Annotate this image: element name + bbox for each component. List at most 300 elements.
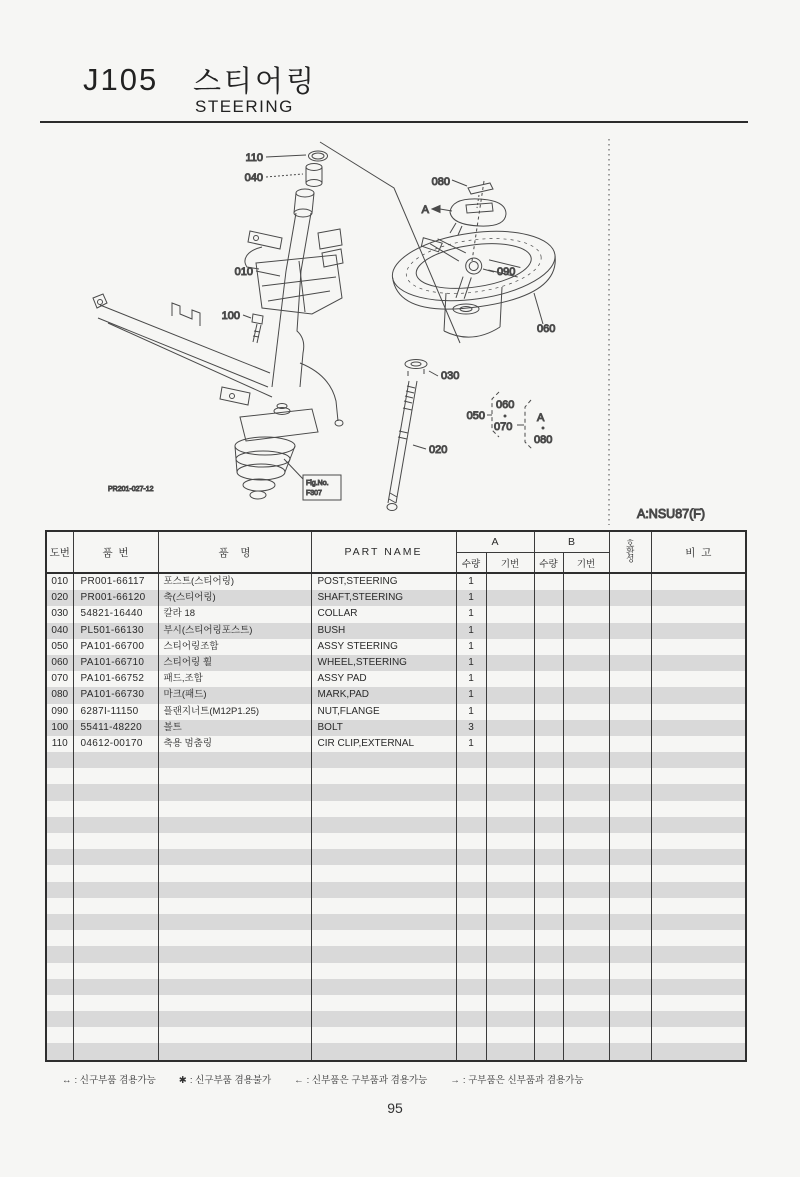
callout-040: 040 <box>244 172 263 184</box>
cell-qty-a <box>456 801 486 817</box>
cell-drawing-no <box>46 833 73 849</box>
cell-part-name <box>311 1027 456 1043</box>
cell-name-kr: 볼트 <box>158 720 311 736</box>
cell-name-kr: 부시(스티어링포스트) <box>158 623 311 639</box>
cell-serial-a <box>486 606 534 622</box>
cell-part-name: BUSH <box>311 623 456 639</box>
cell-qty-b <box>534 784 563 800</box>
cell-remarks <box>651 963 746 979</box>
table-row <box>46 590 746 606</box>
cell-qty-b <box>534 849 563 865</box>
cell-drawing-no: 030 <box>46 606 73 622</box>
cell-serial-a <box>486 655 534 671</box>
cell-qty-a: 1 <box>456 623 486 639</box>
callout-090: 090 <box>497 266 516 278</box>
cell-remarks <box>651 801 746 817</box>
cell-qty-b <box>534 752 563 768</box>
cell-qty-b <box>534 736 563 752</box>
shaft-drawing <box>387 360 438 511</box>
cell-name-kr <box>158 898 311 914</box>
cell-drawing-no <box>46 946 73 962</box>
cell-qty-a <box>456 833 486 849</box>
cell-drawing-no <box>46 768 73 784</box>
cell-name-kr <box>158 801 311 817</box>
col-header-a-qty: 수량 <box>456 553 486 574</box>
cell-qty-a <box>456 1011 486 1027</box>
pad-mark-drawing <box>432 180 506 261</box>
cell-compat <box>609 736 651 752</box>
cell-serial-b <box>563 720 609 736</box>
empty-table-row <box>46 979 746 995</box>
cell-remarks <box>651 590 746 606</box>
empty-table-row <box>46 849 746 865</box>
callout-080: 080 <box>431 176 450 188</box>
col-header-a-serial: 기번 <box>486 553 534 574</box>
cell-name-kr: 축용 멈춤링 <box>158 736 311 752</box>
cell-qty-a <box>456 946 486 962</box>
cell-part-name: MARK,PAD <box>311 687 456 703</box>
cell-part-no <box>73 882 158 898</box>
cell-qty-a <box>456 817 486 833</box>
cell-remarks <box>651 865 746 881</box>
cell-compat <box>609 590 651 606</box>
cell-qty-b <box>534 1027 563 1043</box>
cell-part-no <box>73 801 158 817</box>
cell-remarks <box>651 655 746 671</box>
cell-remarks <box>651 946 746 962</box>
cell-qty-a <box>456 1043 486 1060</box>
cell-serial-a <box>486 995 534 1011</box>
cell-name-kr: 포스트(스티어링) <box>158 573 311 590</box>
cell-name-kr <box>158 979 311 995</box>
cell-serial-b <box>563 606 609 622</box>
cell-part-no <box>73 817 158 833</box>
cell-serial-a <box>486 1027 534 1043</box>
cell-qty-b <box>534 995 563 1011</box>
page-title-korean: 스티어링 <box>193 66 318 98</box>
cell-compat <box>609 1011 651 1027</box>
cell-name-kr <box>158 817 311 833</box>
cell-qty-a <box>456 752 486 768</box>
cell-serial-a <box>486 898 534 914</box>
cell-qty-b <box>534 606 563 622</box>
cell-qty-b <box>534 963 563 979</box>
cell-part-name <box>311 963 456 979</box>
both-arrow-icon: ↔ <box>62 1075 72 1086</box>
group-callout-070: 070 <box>494 421 513 433</box>
cell-part-no <box>73 995 158 1011</box>
cell-qty-b <box>534 655 563 671</box>
empty-table-row <box>46 914 746 930</box>
cell-remarks <box>651 573 746 590</box>
callout-ref-a: A <box>421 204 429 216</box>
page-title-english: STEERING <box>195 97 294 116</box>
cell-compat <box>609 801 651 817</box>
cell-part-no: 55411-48220 <box>73 720 158 736</box>
cell-part-name <box>311 865 456 881</box>
cell-serial-a <box>486 833 534 849</box>
cell-serial-b <box>563 833 609 849</box>
callout-110: 110 <box>245 152 263 164</box>
cell-remarks <box>651 833 746 849</box>
cell-compat <box>609 752 651 768</box>
empty-table-row <box>46 1027 746 1043</box>
right-arrow-icon: → <box>450 1075 460 1086</box>
cell-drawing-no <box>46 914 73 930</box>
cell-drawing-no: 090 <box>46 704 73 720</box>
cell-serial-b <box>563 655 609 671</box>
cell-part-name <box>311 979 456 995</box>
cell-remarks <box>651 849 746 865</box>
cell-serial-a <box>486 882 534 898</box>
cell-compat <box>609 768 651 784</box>
cell-compat <box>609 687 651 703</box>
cell-qty-a: 1 <box>456 606 486 622</box>
cell-part-no: PR001-66117 <box>73 573 158 590</box>
cell-part-no: PA101-66752 <box>73 671 158 687</box>
cell-part-no <box>73 768 158 784</box>
cell-part-no: PL501-66130 <box>73 623 158 639</box>
cell-part-name <box>311 995 456 1011</box>
cell-compat <box>609 963 651 979</box>
cell-qty-b <box>534 979 563 995</box>
cell-qty-a: 1 <box>456 736 486 752</box>
callout-020: 020 <box>429 444 448 456</box>
cell-qty-b <box>534 865 563 881</box>
callout-010: 010 <box>234 266 253 278</box>
cell-part-name <box>311 882 456 898</box>
cell-qty-a: 1 <box>456 687 486 703</box>
cell-remarks <box>651 1043 746 1060</box>
table-row <box>46 623 746 639</box>
cell-serial-b <box>563 914 609 930</box>
cell-part-no <box>73 833 158 849</box>
cell-serial-b <box>563 687 609 703</box>
cell-part-name <box>311 946 456 962</box>
parts-table-body <box>46 573 746 1061</box>
cell-serial-b <box>563 704 609 720</box>
empty-table-row <box>46 882 746 898</box>
cell-drawing-no: 040 <box>46 623 73 639</box>
cell-name-kr <box>158 1027 311 1043</box>
cell-remarks <box>651 704 746 720</box>
cell-name-kr <box>158 833 311 849</box>
cell-compat <box>609 639 651 655</box>
cell-part-name <box>311 817 456 833</box>
cell-qty-a <box>456 882 486 898</box>
cell-compat <box>609 849 651 865</box>
cell-part-name <box>311 914 456 930</box>
steering-post-drawing <box>235 189 343 499</box>
cell-part-no <box>73 1011 158 1027</box>
table-row <box>46 736 746 752</box>
cell-serial-b <box>563 1011 609 1027</box>
cell-qty-b <box>534 671 563 687</box>
legend-item: ✱ : 신구부품 겸용불가 <box>178 1075 272 1086</box>
legend-item: ← : 신부품은 구부품과 겸용가능 <box>294 1075 428 1086</box>
cell-name-kr <box>158 995 311 1011</box>
cell-part-name <box>311 849 456 865</box>
table-row <box>46 704 746 720</box>
cell-qty-b <box>534 898 563 914</box>
cell-compat <box>609 1043 651 1060</box>
table-row <box>46 639 746 655</box>
callout-060: 060 <box>537 323 556 335</box>
cell-part-no <box>73 865 158 881</box>
cell-part-no <box>73 963 158 979</box>
cell-remarks <box>651 817 746 833</box>
cell-remarks <box>651 768 746 784</box>
cell-drawing-no <box>46 979 73 995</box>
asterisk-icon: ✱ <box>178 1075 187 1086</box>
cell-qty-a <box>456 898 486 914</box>
cell-part-no <box>73 752 158 768</box>
group-callout-080: 080 <box>534 434 553 446</box>
cell-compat <box>609 655 651 671</box>
cell-drawing-no: 020 <box>46 590 73 606</box>
cell-part-no <box>73 784 158 800</box>
col-header-part-no: 품 번 <box>73 531 158 573</box>
cell-name-kr <box>158 882 311 898</box>
cell-drawing-no <box>46 995 73 1011</box>
table-row <box>46 573 746 590</box>
cell-serial-a <box>486 930 534 946</box>
cell-serial-b <box>563 768 609 784</box>
cell-name-kr: 패드,조합 <box>158 671 311 687</box>
cell-serial-a <box>486 590 534 606</box>
cell-compat <box>609 833 651 849</box>
cell-serial-b <box>563 573 609 590</box>
empty-table-row <box>46 817 746 833</box>
cell-drawing-no <box>46 784 73 800</box>
cell-name-kr <box>158 1043 311 1060</box>
empty-table-row <box>46 946 746 962</box>
cell-drawing-no <box>46 1011 73 1027</box>
cell-part-name <box>311 752 456 768</box>
cell-drawing-no <box>46 882 73 898</box>
cell-compat <box>609 817 651 833</box>
cell-part-no <box>73 930 158 946</box>
cell-drawing-no: 060 <box>46 655 73 671</box>
cell-compat <box>609 865 651 881</box>
cell-drawing-no: 100 <box>46 720 73 736</box>
cell-part-name: COLLAR <box>311 606 456 622</box>
cell-part-no <box>73 1043 158 1060</box>
group-callout-060: 060 <box>496 399 515 411</box>
cell-serial-b <box>563 639 609 655</box>
cell-serial-b <box>563 801 609 817</box>
empty-table-row <box>46 930 746 946</box>
cell-remarks <box>651 784 746 800</box>
legend-item: ↔ : 신구부품 겸용가능 <box>62 1075 156 1086</box>
cell-serial-a <box>486 914 534 930</box>
cell-name-kr <box>158 914 311 930</box>
cell-qty-a <box>456 768 486 784</box>
cell-serial-a <box>486 849 534 865</box>
cell-qty-b <box>534 1043 563 1060</box>
cell-part-name <box>311 898 456 914</box>
cell-compat <box>609 930 651 946</box>
circlip-drawing <box>266 151 328 161</box>
parts-diagram <box>0 135 800 530</box>
frame-arm-drawing <box>93 294 272 405</box>
cell-remarks <box>651 995 746 1011</box>
cell-name-kr: 스티어링 휠 <box>158 655 311 671</box>
cell-qty-b <box>534 573 563 590</box>
table-row <box>46 606 746 622</box>
cell-serial-a <box>486 946 534 962</box>
cell-remarks <box>651 720 746 736</box>
compatibility-legend <box>62 1072 752 1086</box>
cell-serial-a <box>486 671 534 687</box>
cell-qty-b <box>534 623 563 639</box>
cell-qty-a <box>456 784 486 800</box>
cell-serial-a <box>486 720 534 736</box>
cell-part-no: 54821-16440 <box>73 606 158 622</box>
bolt-drawing <box>243 314 263 343</box>
cell-remarks <box>651 623 746 639</box>
fig-label: Fig.No. <box>306 480 329 487</box>
cell-part-no <box>73 979 158 995</box>
cell-serial-b <box>563 784 609 800</box>
empty-table-row <box>46 995 746 1011</box>
cell-remarks <box>651 606 746 622</box>
cell-part-no: 6287I-11150 <box>73 704 158 720</box>
col-header-b-qty: 수량 <box>534 553 563 574</box>
cell-serial-b <box>563 979 609 995</box>
cell-drawing-no: 050 <box>46 639 73 655</box>
cell-serial-b <box>563 736 609 752</box>
cell-qty-a: 1 <box>456 671 486 687</box>
cell-serial-b <box>563 865 609 881</box>
leader-010 <box>256 271 280 276</box>
cell-compat <box>609 573 651 590</box>
cell-part-no: PR001-66120 <box>73 590 158 606</box>
cell-drawing-no: 080 <box>46 687 73 703</box>
cell-qty-a <box>456 979 486 995</box>
cell-remarks <box>651 752 746 768</box>
cell-part-no <box>73 849 158 865</box>
cell-name-kr: 마크(패드) <box>158 687 311 703</box>
cell-remarks <box>651 882 746 898</box>
cell-serial-b <box>563 898 609 914</box>
empty-table-row <box>46 784 746 800</box>
cell-compat <box>609 898 651 914</box>
variant-note: A:NSU87(F) <box>637 507 706 521</box>
cell-serial-a <box>486 979 534 995</box>
cell-serial-a <box>486 801 534 817</box>
parts-table <box>45 530 747 1062</box>
cell-serial-b <box>563 1027 609 1043</box>
cell-drawing-no <box>46 898 73 914</box>
cell-qty-a <box>456 963 486 979</box>
cell-name-kr <box>158 946 311 962</box>
cell-serial-a <box>486 1011 534 1027</box>
cell-serial-b <box>563 671 609 687</box>
cell-part-name: CIR CLIP,EXTERNAL <box>311 736 456 752</box>
cell-qty-a <box>456 1027 486 1043</box>
cell-remarks <box>651 687 746 703</box>
empty-table-row <box>46 898 746 914</box>
cell-serial-b <box>563 1043 609 1060</box>
cell-qty-a: 1 <box>456 639 486 655</box>
cell-name-kr <box>158 849 311 865</box>
cell-remarks <box>651 930 746 946</box>
col-header-a: A <box>456 531 534 553</box>
fig-number: F307 <box>306 490 322 497</box>
cell-compat <box>609 704 651 720</box>
cell-qty-b <box>534 817 563 833</box>
cell-qty-b <box>534 882 563 898</box>
cell-serial-b <box>563 590 609 606</box>
col-header-no: 도번 <box>46 531 73 573</box>
empty-table-row <box>46 801 746 817</box>
cell-compat <box>609 623 651 639</box>
cell-serial-a <box>486 623 534 639</box>
cell-drawing-no: 110 <box>46 736 73 752</box>
cell-serial-a <box>486 784 534 800</box>
cell-part-name: POST,STEERING <box>311 573 456 590</box>
cell-part-name <box>311 768 456 784</box>
cell-qty-a: 1 <box>456 655 486 671</box>
cell-part-name <box>311 833 456 849</box>
group-callout-a: A <box>537 412 545 424</box>
cell-serial-b <box>563 623 609 639</box>
cell-qty-b <box>534 1011 563 1027</box>
cell-qty-a: 3 <box>456 720 486 736</box>
cell-part-no: PA101-66730 <box>73 687 158 703</box>
cell-qty-a <box>456 930 486 946</box>
cell-serial-b <box>563 752 609 768</box>
cell-qty-a <box>456 995 486 1011</box>
cell-part-name: SHAFT,STEERING <box>311 590 456 606</box>
cell-drawing-no: 010 <box>46 573 73 590</box>
cell-part-no: PA101-66710 <box>73 655 158 671</box>
cell-remarks <box>651 979 746 995</box>
cell-compat <box>609 1027 651 1043</box>
cell-remarks <box>651 898 746 914</box>
cell-compat <box>609 946 651 962</box>
cell-name-kr <box>158 1011 311 1027</box>
cell-serial-b <box>563 817 609 833</box>
group-callout-050: 050 <box>466 410 485 422</box>
cell-qty-b <box>534 801 563 817</box>
cell-drawing-no <box>46 963 73 979</box>
plate-code: PR201-027-12 <box>108 486 154 493</box>
cell-compat <box>609 995 651 1011</box>
title-divider <box>40 121 748 123</box>
cell-compat <box>609 882 651 898</box>
cell-name-kr <box>158 768 311 784</box>
cell-drawing-no <box>46 865 73 881</box>
cell-serial-a <box>486 639 534 655</box>
cell-serial-a <box>486 573 534 590</box>
cell-compat <box>609 914 651 930</box>
col-header-compat: 호환성 <box>609 531 651 573</box>
cell-drawing-no <box>46 801 73 817</box>
cell-qty-b <box>534 768 563 784</box>
empty-table-row <box>46 752 746 768</box>
cell-qty-a <box>456 849 486 865</box>
cell-qty-b <box>534 833 563 849</box>
cell-part-no: 04612-00170 <box>73 736 158 752</box>
cell-qty-b <box>534 720 563 736</box>
cell-remarks <box>651 639 746 655</box>
cell-part-name <box>311 784 456 800</box>
cell-serial-a <box>486 817 534 833</box>
cell-part-no <box>73 914 158 930</box>
cell-name-kr: 칼라 18 <box>158 606 311 622</box>
